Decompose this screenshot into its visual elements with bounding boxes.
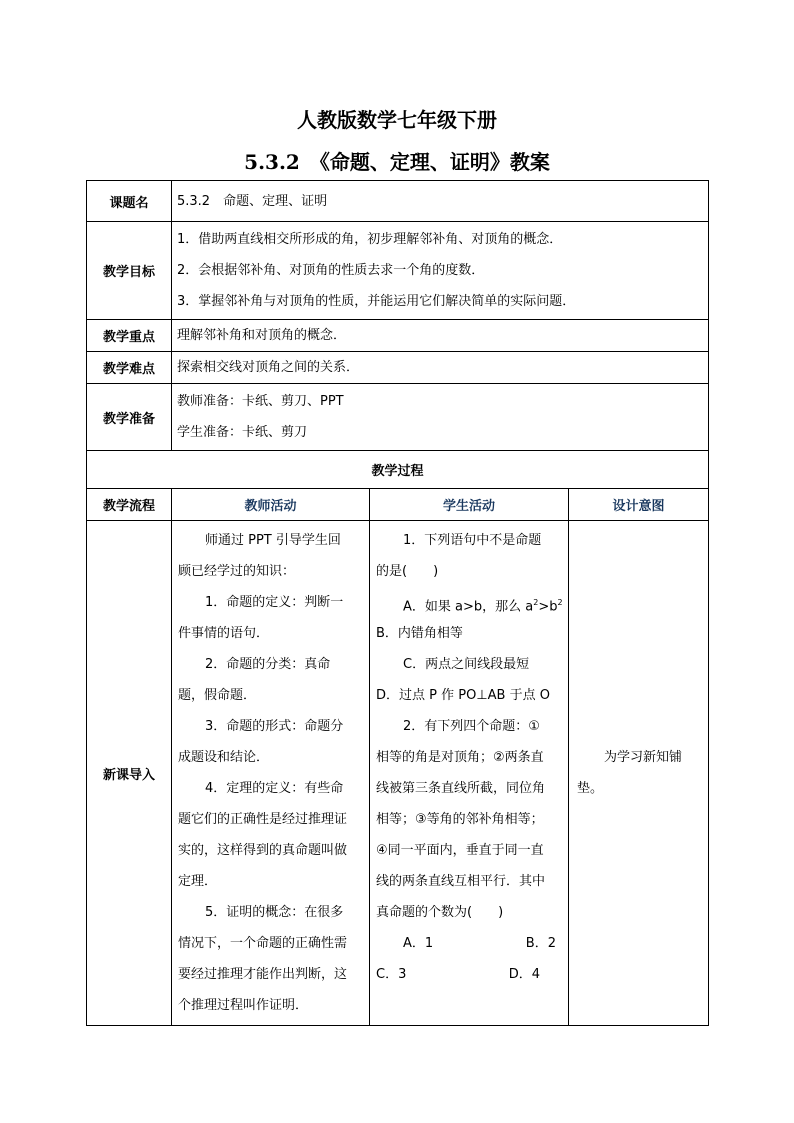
student-line: B．内错角相等 [376,626,463,641]
student-line: ④同一平面内，垂直于同一直 [376,843,544,858]
objectives-content [172,222,709,320]
teacher-line: 2．命题的分类：真命 [205,657,331,672]
row-topic [87,181,709,222]
teacher-line: 定理． [178,874,218,889]
student-option-a: A．如果 a>b，那么 $a^2>b^2$ [403,598,563,615]
row-process-title [87,451,709,489]
teacher-line: 5．证明的概念：在很多 [205,905,344,920]
option-a: A．1 [403,936,434,951]
teacher-line: 件事情的语句． [178,626,270,641]
teacher-line: 题它们的正确性是经过推理证 [178,812,348,827]
option-c: C．3 [376,967,407,982]
document-subtitle: 5.3.2 《命题、定理、证明》教案 [244,150,550,174]
objectives-label: 教学目标 [87,222,172,320]
teacher-line: 要经过推理才能作出判断，这 [178,967,348,982]
student-line: 相等；③等角的邻补角相等； [376,812,544,827]
lesson-plan-table [86,180,709,1026]
preparation-label: 教学准备 [87,384,172,451]
student-line: 真命题的个数为( ) [376,905,504,920]
process-title: 教学过程 [87,451,709,489]
topic-label: 课题名 [87,181,172,222]
preparation-content [172,384,709,451]
option-d: D．4 [508,967,540,982]
student-line: 相等的角是对顶角；②两条直 [376,750,544,765]
header-intent: 设计意图 [569,489,709,521]
teacher-activity [172,521,370,1026]
objective-item: 1．借助两直线相交所形成的角，初步理解邻补角、对顶角的概念． [177,232,563,247]
student-options-ab [376,928,562,959]
student-line: 线的两条直线互相平行．其中 [376,874,546,889]
teacher-line: 情况下，一个命题的正确性需 [178,936,348,951]
row-objectives [87,222,709,320]
row-process-headers [87,489,709,521]
teacher-line: 成题设和结论． [178,750,270,765]
teacher-line: 实的，这样得到的真命题叫做 [178,843,348,858]
topic-text: 5.3.2 命题、定理、证明 [177,193,328,209]
preparation-item: 学生准备：卡纸、剪刀 [177,425,308,440]
difficulties-content [172,352,709,384]
student-activity [370,521,569,1026]
student-line: C．两点之间线段最短 [403,657,530,672]
header-flow: 教学流程 [87,489,172,521]
difficulties-text: 探索相交线对顶角之间的关系． [177,360,360,375]
objective-item: 2．会根据邻补角、对顶角的性质去求一个角的度数． [177,263,485,278]
key-points-content [172,320,709,352]
header-student: 学生活动 [370,489,569,521]
design-intent [569,521,709,1026]
option-b: B．2 [525,936,556,951]
student-line: 2．有下列四个命题：① [403,719,540,734]
row-key-points [87,320,709,352]
student-line: D．过点 P 作 PO⊥AB 于点 O [376,688,550,703]
row-preparation [87,384,709,451]
teacher-line: 个推理过程叫作证明． [178,998,309,1013]
row-intro [87,521,709,1026]
key-points-text: 理解邻补角和对顶角的概念． [177,328,347,343]
difficulties-label: 教学难点 [87,352,172,384]
intent-line: 垫。 [577,781,604,796]
objective-item: 3．掌握邻补角与对顶角的性质，并能运用它们解决简单的实际问题． [177,294,576,309]
student-line: 1．下列语句中不是命题 [403,533,542,548]
teacher-line: 题，假命题． [178,688,257,703]
key-points-label: 教学重点 [87,320,172,352]
document-title: 人教版数学七年级下册 [297,108,497,132]
preparation-item: 教师准备：卡纸、剪刀、PPT [177,394,344,409]
teacher-line: 顾已经学过的知识： [178,564,296,579]
student-line: 线被第三条直线所截，同位角 [376,781,546,796]
teacher-line: 1．命题的定义：判断一 [205,595,344,610]
stage-label: 新课导入 [87,521,172,1026]
header-teacher: 教师活动 [172,489,370,521]
student-line: 的是( ) [376,564,439,579]
student-options-cd [376,959,562,990]
teacher-line: 师通过 PPT 引导学生回 [205,533,341,548]
teacher-line: 4．定理的定义：有些命 [205,781,344,796]
row-difficulties [87,352,709,384]
topic-content [172,181,709,222]
teacher-line: 3．命题的形式：命题分 [205,719,344,734]
intent-line: 为学习新知铺 [604,750,683,765]
